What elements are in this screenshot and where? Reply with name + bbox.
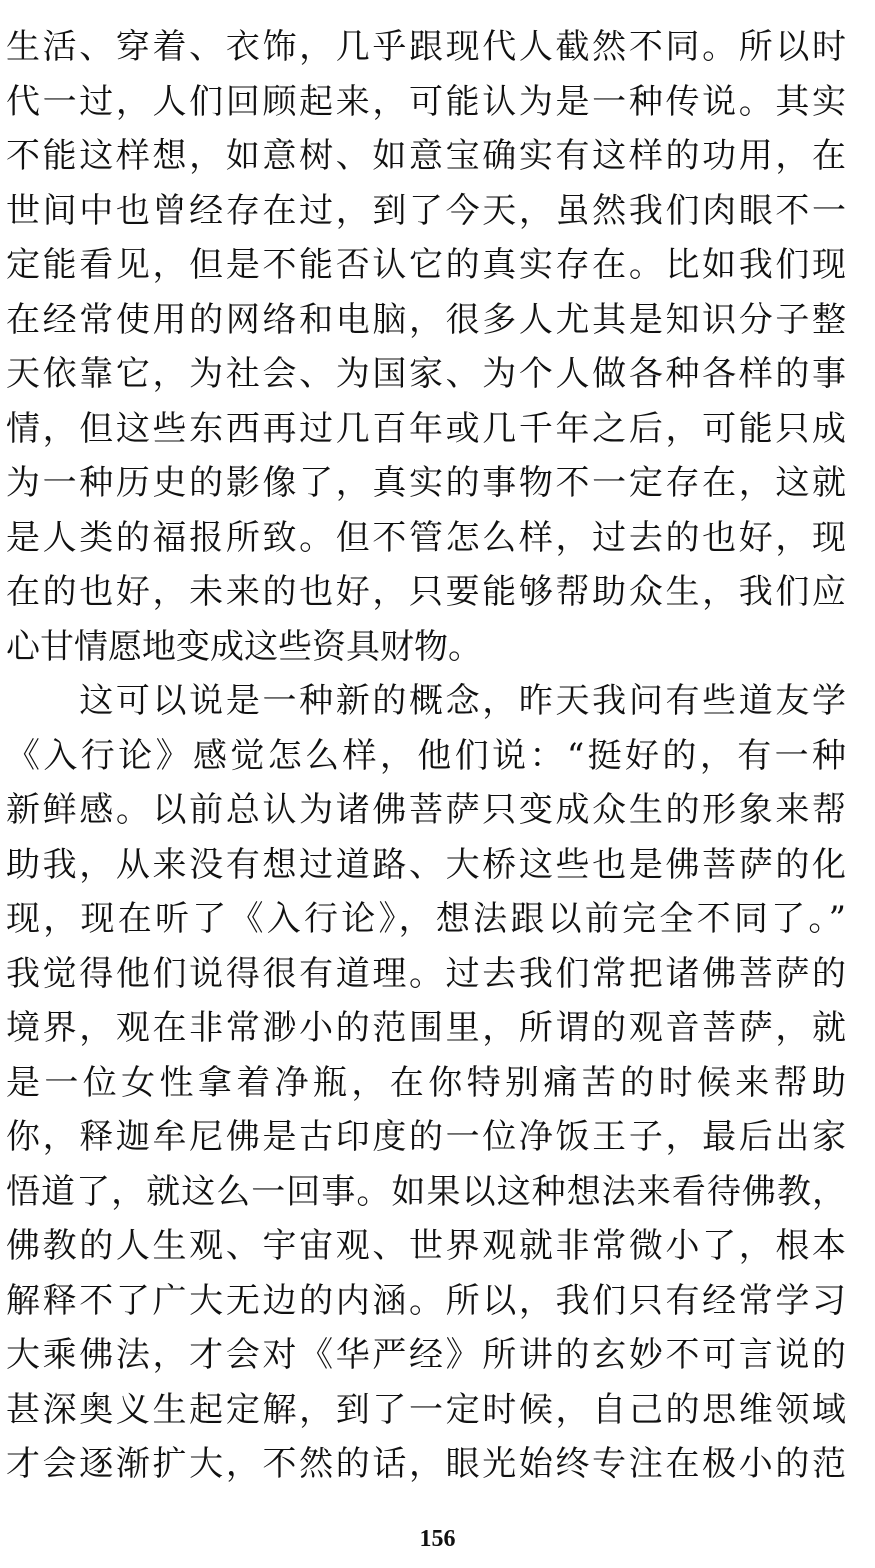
text-line: 定能看见，但是不能否认它的真实存在。比如我们现 (6, 245, 846, 285)
text-line: 为一种历史的影像了，真实的事物不一定存在，这就 (6, 463, 846, 503)
page-number: 156 (419, 1526, 456, 1552)
text-line: 佛教的人生观、宇宙观、世界观就非常微小了，根本 (6, 1226, 846, 1266)
text-line: 生活、穿着、衣饰，几乎跟现代人截然不同。所以时 (6, 27, 846, 67)
text-line: 世间中也曾经存在过，到了今天，虽然我们肉眼不一 (6, 190, 846, 231)
text-line: 不能这样想，如意树、如意宝确实有这样的功用，在 (6, 136, 846, 176)
text-line: 天依靠它，为社会、为国家、为个人做各种各样的事 (6, 354, 846, 394)
text-line: 在经常使用的网络和电脑，很多人尤其是知识分子整 (6, 299, 846, 340)
text-line: 代一过，人们回顾起来，可能认为是一种传说。其实 (6, 81, 846, 122)
text-line: 我觉得他们说得很有道理。过去我们常把诸佛菩萨的 (6, 953, 846, 994)
text-line: 在的也好，未来的也好，只要能够帮助众生，我们应 (6, 572, 846, 612)
text-line: 悟道了，就这么一回事。如果以这种想法来看待佛教， (6, 1171, 846, 1212)
text-line: 现，现在听了《入行论》，想法跟以前完全不同了。” (6, 899, 846, 939)
text-line: 《入行论》感觉怎么样，他们说：“挺好的，有一种 (6, 735, 846, 776)
text-line: 新鲜感。以前总认为诸佛菩萨只变成众生的形象来帮 (6, 790, 846, 830)
text-line: 这可以说是一种新的概念，昨天我问有些道友学 (6, 681, 846, 721)
text-line: 是人类的福报所致。但不管怎么样，过去的也好，现 (6, 517, 846, 558)
text-line: 是一位女性拿着净瓶，在你特别痛苦的时候来帮助 (6, 1062, 846, 1103)
text-line: 解释不了广大无边的内涵。所以，我们只有经常学习 (6, 1280, 846, 1321)
text-line: 情，但这些东西再过几百年或几千年之后，可能只成 (6, 408, 846, 449)
text-line: 助我，从来没有想过道路、大桥这些也是佛菩萨的化 (6, 844, 846, 885)
text-line: 心甘情愿地变成这些资具财物。 (6, 626, 482, 667)
body-text (6, 20, 846, 1492)
text-line: 甚深奥义生起定解，到了一定时候，自己的思维领域 (6, 1389, 846, 1430)
text-line: 境界，观在非常渺小的范围里，所谓的观音菩萨，就 (6, 1008, 846, 1048)
text-line: 大乘佛法，才会对《华严经》所讲的玄妙不可言说的 (6, 1335, 846, 1375)
text-line: 才会逐渐扩大，不然的话，眼光始终专注在极小的范 (6, 1444, 846, 1484)
text-line: 你，释迦牟尼佛是古印度的一位净饭王子，最后出家 (6, 1117, 846, 1157)
